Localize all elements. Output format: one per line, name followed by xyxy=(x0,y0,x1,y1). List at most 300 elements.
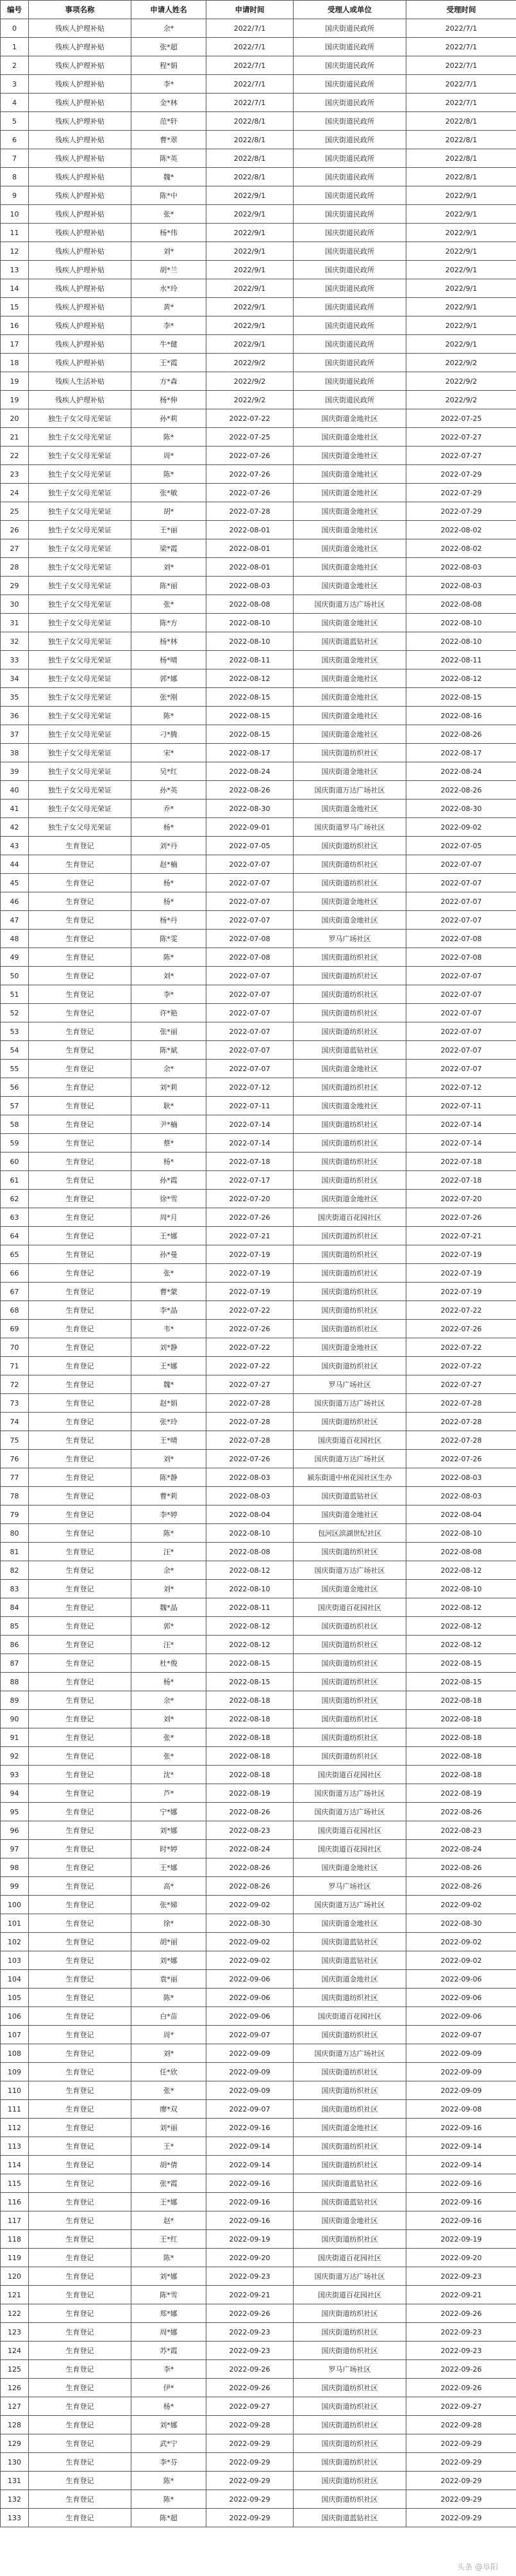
cell-item: 独生子女父母光荣证 xyxy=(29,614,131,632)
header-cell-handler: 受理人或单位 xyxy=(294,1,406,19)
cell-id: 51 xyxy=(1,985,29,1004)
cell-item: 生育登记 xyxy=(29,1283,131,1301)
cell-apply-date: 2022-08-18 xyxy=(206,1710,294,1728)
cell-id: 10 xyxy=(1,205,29,224)
cell-item: 生育登记 xyxy=(29,2026,131,2044)
cell-item: 生育登记 xyxy=(29,2081,131,2100)
header-row xyxy=(1,1,516,19)
cell-apply-date: 2022-07-19 xyxy=(206,1245,294,1264)
header-cell-apply-date: 申请时间 xyxy=(206,1,294,19)
cell-accept-date: 2022-08-18 xyxy=(406,1691,516,1710)
table-row xyxy=(1,1877,516,1896)
cell-handler: 国庆街道蓝钻社区 xyxy=(294,1951,406,1970)
table-row xyxy=(1,1784,516,1803)
cell-apply-date: 2022-09-06 xyxy=(206,1970,294,1989)
cell-apply-date: 2022-08-03 xyxy=(206,1487,294,1505)
cell-id: 39 xyxy=(1,762,29,781)
cell-accept-date: 2022-09-29 xyxy=(406,2453,516,2472)
cell-apply-date: 2022/9/1 xyxy=(206,261,294,279)
table-row xyxy=(1,149,516,168)
cell-accept-date: 2022-08-24 xyxy=(406,762,516,781)
cell-id: 131 xyxy=(1,2472,29,2490)
cell-handler: 国庆街道纺织社区 xyxy=(294,2156,406,2174)
cell-id: 86 xyxy=(1,1636,29,1654)
cell-applicant: 陈* xyxy=(131,2472,206,2490)
cell-accept-date: 2022-07-07 xyxy=(406,911,516,930)
cell-accept-date: 2022-07-29 xyxy=(406,465,516,484)
table-row xyxy=(1,502,516,521)
cell-apply-date: 2022-08-26 xyxy=(206,1858,294,1877)
cell-apply-date: 2022-08-26 xyxy=(206,1803,294,1821)
cell-item: 生育登记 xyxy=(29,930,131,948)
cell-apply-date: 2022-08-12 xyxy=(206,1636,294,1654)
cell-id: 105 xyxy=(1,1989,29,2007)
cell-id: 46 xyxy=(1,892,29,911)
cell-handler: 国庆街道纺织社区 xyxy=(294,1227,406,1245)
cell-handler: 国庆街道民政所 xyxy=(294,75,406,94)
cell-applicant: 胡*丽 xyxy=(131,1933,206,1951)
cell-applicant: 孙*莉 xyxy=(131,409,206,428)
table-row xyxy=(1,2379,516,2397)
cell-id: 91 xyxy=(1,1728,29,1747)
cell-id: 79 xyxy=(1,1505,29,1524)
cell-apply-date: 2022-09-19 xyxy=(206,2230,294,2249)
table-row xyxy=(1,19,516,38)
table-row xyxy=(1,1636,516,1654)
cell-id: 69 xyxy=(1,1320,29,1338)
cell-applicant: 张* xyxy=(131,2081,206,2100)
cell-handler: 国庆街道金地社区 xyxy=(294,2211,406,2230)
cell-id: 47 xyxy=(1,911,29,930)
table-row xyxy=(1,2174,516,2193)
cell-apply-date: 2022-09-29 xyxy=(206,2453,294,2472)
cell-apply-date: 2022-09-29 xyxy=(206,2434,294,2453)
table-row xyxy=(1,1803,516,1821)
cell-apply-date: 2022-07-07 xyxy=(206,1041,294,1060)
cell-apply-date: 2022-07-26 xyxy=(206,1450,294,1468)
cell-item: 独生子女父母光荣证 xyxy=(29,558,131,577)
table-row xyxy=(1,1710,516,1728)
cell-apply-date: 2022-07-26 xyxy=(206,1208,294,1227)
cell-handler: 国庆街道纺织社区 xyxy=(294,1134,406,1153)
cell-id: 74 xyxy=(1,1413,29,1431)
table-row xyxy=(1,911,516,930)
cell-item: 生育登记 xyxy=(29,1060,131,1078)
cell-id: 122 xyxy=(1,2304,29,2323)
cell-handler: 国庆街道民政所 xyxy=(294,242,406,261)
table-row xyxy=(1,1673,516,1691)
cell-id: 125 xyxy=(1,2360,29,2379)
cell-id: 13 xyxy=(1,261,29,279)
cell-handler: 国庆街道金地社区 xyxy=(294,521,406,539)
cell-applicant: 陈* xyxy=(131,2490,206,2509)
table-row xyxy=(1,1598,516,1617)
cell-item: 生育登记 xyxy=(29,2472,131,2490)
cell-applicant: 杨*伸 xyxy=(131,391,206,409)
cell-apply-date: 2022-08-11 xyxy=(206,651,294,669)
cell-handler: 国庆街道民政所 xyxy=(294,279,406,298)
cell-applicant: 汪* xyxy=(131,1636,206,1654)
cell-apply-date: 2022-08-17 xyxy=(206,744,294,762)
table-row xyxy=(1,1951,516,1970)
cell-apply-date: 2022-07-22 xyxy=(206,409,294,428)
table-row xyxy=(1,2509,516,2527)
cell-apply-date: 2022/8/1 xyxy=(206,112,294,131)
cell-item: 独生子女父母光荣证 xyxy=(29,409,131,428)
cell-item: 生育登记 xyxy=(29,1097,131,1115)
cell-item: 独生子女父母光荣证 xyxy=(29,484,131,502)
cell-accept-date: 2022-08-30 xyxy=(406,800,516,818)
cell-applicant: 廖*双 xyxy=(131,2100,206,2119)
table-row xyxy=(1,1840,516,1858)
cell-id: 109 xyxy=(1,2063,29,2081)
table-row xyxy=(1,1654,516,1673)
cell-accept-date: 2022-09-21 xyxy=(406,2286,516,2304)
cell-apply-date: 2022-07-21 xyxy=(206,1227,294,1245)
cell-apply-date: 2022-08-08 xyxy=(206,1543,294,1561)
cell-apply-date: 2022-07-27 xyxy=(206,1375,294,1394)
cell-id: 106 xyxy=(1,2007,29,2026)
cell-applicant: 张* xyxy=(131,205,206,224)
cell-applicant: 张*玲 xyxy=(131,1413,206,1431)
cell-applicant: 蔡* xyxy=(131,1134,206,1153)
table-row xyxy=(1,1115,516,1134)
cell-applicant: 张*丽 xyxy=(131,1022,206,1041)
cell-accept-date: 2022-07-07 xyxy=(406,1060,516,1078)
cell-handler: 国庆街道万达广场社区 xyxy=(294,1896,406,1914)
cell-item: 生育登记 xyxy=(29,948,131,967)
table-row xyxy=(1,1060,516,1078)
cell-apply-date: 2022-09-23 xyxy=(206,2267,294,2286)
table-row xyxy=(1,1171,516,1190)
cell-applicant: 赵* xyxy=(131,2211,206,2230)
cell-accept-date: 2022-08-02 xyxy=(406,521,516,539)
cell-applicant: 陈* xyxy=(131,465,206,484)
cell-applicant: 陈*雪 xyxy=(131,2286,206,2304)
cell-handler: 国庆街道蓝钻社区 xyxy=(294,2509,406,2527)
cell-item: 生育登记 xyxy=(29,2416,131,2434)
cell-handler: 国庆街道金地社区 xyxy=(294,1914,406,1933)
cell-handler: 国庆街道百花园社区 xyxy=(294,1431,406,1450)
cell-item: 生育登记 xyxy=(29,1431,131,1450)
cell-accept-date: 2022/8/1 xyxy=(406,112,516,131)
cell-applicant: 余* xyxy=(131,19,206,38)
cell-applicant: 牛*健 xyxy=(131,335,206,354)
cell-accept-date: 2022-08-10 xyxy=(406,1580,516,1598)
cell-item: 生育登记 xyxy=(29,1524,131,1543)
cell-item: 生育登记 xyxy=(29,2007,131,2026)
header-cell-id: 编号 xyxy=(1,1,29,19)
cell-id: 94 xyxy=(1,1784,29,1803)
cell-applicant: 陈* xyxy=(131,707,206,725)
cell-handler: 国庆街道纺织社区 xyxy=(294,1078,406,1097)
cell-applicant: 时*婷 xyxy=(131,1840,206,1858)
cell-handler: 国庆街道纺织社区 xyxy=(294,1413,406,1431)
cell-accept-date: 2022-09-16 xyxy=(406,2174,516,2193)
cell-accept-date: 2022/8/1 xyxy=(406,149,516,168)
cell-item: 残疾人护理补贴 xyxy=(29,38,131,56)
table-row xyxy=(1,2156,516,2174)
table-row xyxy=(1,2249,516,2267)
cell-item: 残疾人护理补贴 xyxy=(29,19,131,38)
cell-handler: 国庆街道百花园社区 xyxy=(294,2286,406,2304)
cell-item: 独生子女父母光荣证 xyxy=(29,521,131,539)
table-row xyxy=(1,818,516,837)
cell-item: 生育登记 xyxy=(29,2342,131,2360)
cell-handler: 国庆街道罗马广场社区 xyxy=(294,818,406,837)
table-row xyxy=(1,112,516,131)
table-row xyxy=(1,632,516,651)
cell-handler: 国庆街道金地社区 xyxy=(294,577,406,595)
cell-id: 3 xyxy=(1,75,29,94)
cell-item: 生育登记 xyxy=(29,2249,131,2267)
table-row xyxy=(1,1357,516,1375)
cell-id: 111 xyxy=(1,2100,29,2119)
cell-id: 1 xyxy=(1,38,29,56)
cell-accept-date: 2022-09-29 xyxy=(406,2490,516,2509)
cell-id: 38 xyxy=(1,744,29,762)
cell-apply-date: 2022-07-26 xyxy=(206,1320,294,1338)
cell-id: 56 xyxy=(1,1078,29,1097)
cell-accept-date: 2022/9/2 xyxy=(406,354,516,372)
cell-handler: 国庆街道民政所 xyxy=(294,316,406,335)
table-row xyxy=(1,725,516,744)
cell-accept-date: 2022/9/1 xyxy=(406,335,516,354)
table-row xyxy=(1,1543,516,1561)
cell-item: 生育登记 xyxy=(29,911,131,930)
cell-handler: 国庆街道民政所 xyxy=(294,94,406,112)
cell-item: 生育登记 xyxy=(29,2174,131,2193)
table-row xyxy=(1,391,516,409)
cell-id: 82 xyxy=(1,1561,29,1580)
cell-item: 生育登记 xyxy=(29,1636,131,1654)
table-row xyxy=(1,56,516,75)
table-row xyxy=(1,75,516,94)
cell-handler: 国庆街道民政所 xyxy=(294,38,406,56)
cell-applicant: 张*刚 xyxy=(131,688,206,707)
header-cell-accept-date: 受理时间 xyxy=(406,1,516,19)
table-row xyxy=(1,1227,516,1245)
cell-applicant: 张*霞 xyxy=(131,2174,206,2193)
cell-handler: 国庆街道金地社区 xyxy=(294,465,406,484)
table-row xyxy=(1,1970,516,1989)
cell-item: 生育登记 xyxy=(29,1190,131,1208)
cell-handler: 国庆街道纺织社区 xyxy=(294,837,406,855)
cell-item: 残疾人护理补贴 xyxy=(29,149,131,168)
cell-id: 30 xyxy=(1,595,29,614)
cell-apply-date: 2022-07-07 xyxy=(206,874,294,892)
cell-applicant: 任*欣 xyxy=(131,2063,206,2081)
cell-handler: 国庆街道蓝钻社区 xyxy=(294,2193,406,2211)
cell-apply-date: 2022-08-10 xyxy=(206,1580,294,1598)
table-row xyxy=(1,2119,516,2137)
cell-handler: 国庆街道金地社区 xyxy=(294,892,406,911)
cell-apply-date: 2022-07-07 xyxy=(206,1022,294,1041)
cell-id: 59 xyxy=(1,1134,29,1153)
cell-item: 生育登记 xyxy=(29,1227,131,1245)
cell-item: 残疾人护理补贴 xyxy=(29,205,131,224)
cell-id: 98 xyxy=(1,1858,29,1877)
cell-handler: 国庆街道纺织社区 xyxy=(294,1543,406,1561)
table-row xyxy=(1,2044,516,2063)
cell-applicant: 徐* xyxy=(131,1914,206,1933)
cell-applicant: 余* xyxy=(131,1060,206,1078)
cell-id: 72 xyxy=(1,1375,29,1394)
table-row xyxy=(1,1914,516,1933)
cell-id: 108 xyxy=(1,2044,29,2063)
cell-accept-date: 2022-07-18 xyxy=(406,1171,516,1190)
cell-apply-date: 2022/7/1 xyxy=(206,56,294,75)
table-row xyxy=(1,1041,516,1060)
table-row xyxy=(1,948,516,967)
table-row xyxy=(1,242,516,261)
cell-id: 14 xyxy=(1,279,29,298)
cell-applicant: 陈*方 xyxy=(131,614,206,632)
table-row xyxy=(1,1858,516,1877)
table-row xyxy=(1,1431,516,1450)
cell-applicant: 曹*蒙 xyxy=(131,1283,206,1301)
table-row xyxy=(1,595,516,614)
cell-apply-date: 2022-08-03 xyxy=(206,1468,294,1487)
cell-handler: 国庆街道金地社区 xyxy=(294,614,406,632)
table-row xyxy=(1,781,516,800)
cell-id: 62 xyxy=(1,1190,29,1208)
cell-id: 89 xyxy=(1,1691,29,1710)
cell-apply-date: 2022-08-04 xyxy=(206,1505,294,1524)
cell-id: 6 xyxy=(1,131,29,149)
table-row xyxy=(1,94,516,112)
cell-apply-date: 2022-08-12 xyxy=(206,1561,294,1580)
cell-handler: 国庆街道金地社区 xyxy=(294,1097,406,1115)
cell-handler: 国庆街道万达广场社区 xyxy=(294,1450,406,1468)
cell-handler: 国庆街道纺织社区 xyxy=(294,1264,406,1283)
cell-id: 20 xyxy=(1,409,29,428)
cell-item: 生育登记 xyxy=(29,1914,131,1933)
cell-apply-date: 2022-09-06 xyxy=(206,1989,294,2007)
table-row xyxy=(1,2267,516,2286)
cell-id: 95 xyxy=(1,1803,29,1821)
cell-applicant: 曹*翠 xyxy=(131,131,206,149)
cell-id: 24 xyxy=(1,484,29,502)
cell-apply-date: 2022-07-12 xyxy=(206,1078,294,1097)
cell-applicant: 陈* xyxy=(131,948,206,967)
cell-apply-date: 2022/9/1 xyxy=(206,316,294,335)
cell-applicant: 水*玲 xyxy=(131,279,206,298)
cell-item: 生育登记 xyxy=(29,1691,131,1710)
cell-applicant: 曹*莉 xyxy=(131,1487,206,1505)
cell-item: 生育登记 xyxy=(29,1673,131,1691)
cell-item: 残疾人护理补贴 xyxy=(29,335,131,354)
table-row xyxy=(1,2434,516,2453)
cell-id: 67 xyxy=(1,1283,29,1301)
cell-id: 81 xyxy=(1,1543,29,1561)
cell-applicant: 陈* xyxy=(131,2249,206,2267)
cell-handler: 罗马广场社区 xyxy=(294,930,406,948)
table-row xyxy=(1,892,516,911)
cell-handler: 国庆街道百花园社区 xyxy=(294,2249,406,2267)
cell-applicant: 袁*丽 xyxy=(131,1970,206,1989)
cell-handler: 国庆街道蓝钻社区 xyxy=(294,1487,406,1505)
cell-applicant: 宋* xyxy=(131,744,206,762)
cell-accept-date: 2022-09-02 xyxy=(406,1896,516,1914)
cell-applicant: 余* xyxy=(131,1561,206,1580)
table-row xyxy=(1,1524,516,1543)
cell-accept-date: 2022-09-23 xyxy=(406,2267,516,2286)
cell-id: 92 xyxy=(1,1747,29,1766)
cell-accept-date: 2022/9/1 xyxy=(406,279,516,298)
cell-accept-date: 2022-08-08 xyxy=(406,1543,516,1561)
cell-id: 19 xyxy=(1,391,29,409)
cell-accept-date: 2022-08-12 xyxy=(406,669,516,688)
cell-apply-date: 2022/9/1 xyxy=(206,298,294,316)
cell-item: 生育登记 xyxy=(29,1450,131,1468)
cell-item: 生育登记 xyxy=(29,1505,131,1524)
cell-apply-date: 2022-07-22 xyxy=(206,1301,294,1320)
cell-item: 残疾人护理补贴 xyxy=(29,298,131,316)
cell-apply-date: 2022/9/1 xyxy=(206,242,294,261)
cell-apply-date: 2022/9/1 xyxy=(206,186,294,205)
table-row xyxy=(1,354,516,372)
cell-item: 生育登记 xyxy=(29,1171,131,1190)
cell-accept-date: 2022-07-08 xyxy=(406,930,516,948)
cell-handler: 国庆街道纺织社区 xyxy=(294,2230,406,2249)
cell-apply-date: 2022-09-16 xyxy=(206,2174,294,2193)
cell-handler: 国庆街道民政所 xyxy=(294,56,406,75)
cell-item: 残疾人护理补贴 xyxy=(29,131,131,149)
cell-id: 23 xyxy=(1,465,29,484)
cell-handler: 国庆街道纺织社区 xyxy=(294,948,406,967)
cell-apply-date: 2022-09-26 xyxy=(206,2360,294,2379)
cell-applicant: 孙*英 xyxy=(131,781,206,800)
cell-item: 残疾人护理补贴 xyxy=(29,56,131,75)
cell-id: 58 xyxy=(1,1115,29,1134)
cell-apply-date: 2022-07-28 xyxy=(206,1431,294,1450)
cell-applicant: 赵*娟 xyxy=(131,1394,206,1413)
table-row xyxy=(1,1766,516,1784)
cell-id: 68 xyxy=(1,1301,29,1320)
cell-accept-date: 2022-09-14 xyxy=(406,2137,516,2156)
cell-handler: 国庆街道民政所 xyxy=(294,372,406,391)
cell-applicant: 伊* xyxy=(131,2379,206,2397)
cell-applicant: 刘* xyxy=(131,967,206,985)
cell-item: 生育登记 xyxy=(29,1877,131,1896)
cell-id: 114 xyxy=(1,2156,29,2174)
cell-handler: 国庆街道纺织社区 xyxy=(294,1636,406,1654)
cell-handler: 国庆街道金地社区 xyxy=(294,651,406,669)
cell-accept-date: 2022-09-26 xyxy=(406,2360,516,2379)
cell-apply-date: 2022-09-29 xyxy=(206,2472,294,2490)
cell-id: 126 xyxy=(1,2379,29,2397)
cell-apply-date: 2022-08-23 xyxy=(206,1821,294,1840)
table-row xyxy=(1,186,516,205)
cell-handler: 国庆街道百花园社区 xyxy=(294,1821,406,1840)
cell-handler: 国庆街道金地社区 xyxy=(294,558,406,577)
table-row xyxy=(1,2137,516,2156)
cell-item: 生育登记 xyxy=(29,1338,131,1357)
cell-item: 独生子女父母光荣证 xyxy=(29,781,131,800)
cell-applicant: 郭*娜 xyxy=(131,669,206,688)
cell-id: 26 xyxy=(1,521,29,539)
cell-applicant: 李* xyxy=(131,985,206,1004)
cell-apply-date: 2022/9/2 xyxy=(206,354,294,372)
cell-applicant: 陈* xyxy=(131,1989,206,2007)
cell-handler: 国庆街道纺织社区 xyxy=(294,1673,406,1691)
cell-accept-date: 2022-07-11 xyxy=(406,1097,516,1115)
cell-accept-date: 2022-07-07 xyxy=(406,892,516,911)
cell-applicant: 周*娜 xyxy=(131,2323,206,2342)
cell-id: 12 xyxy=(1,242,29,261)
cell-apply-date: 2022-09-29 xyxy=(206,2490,294,2509)
